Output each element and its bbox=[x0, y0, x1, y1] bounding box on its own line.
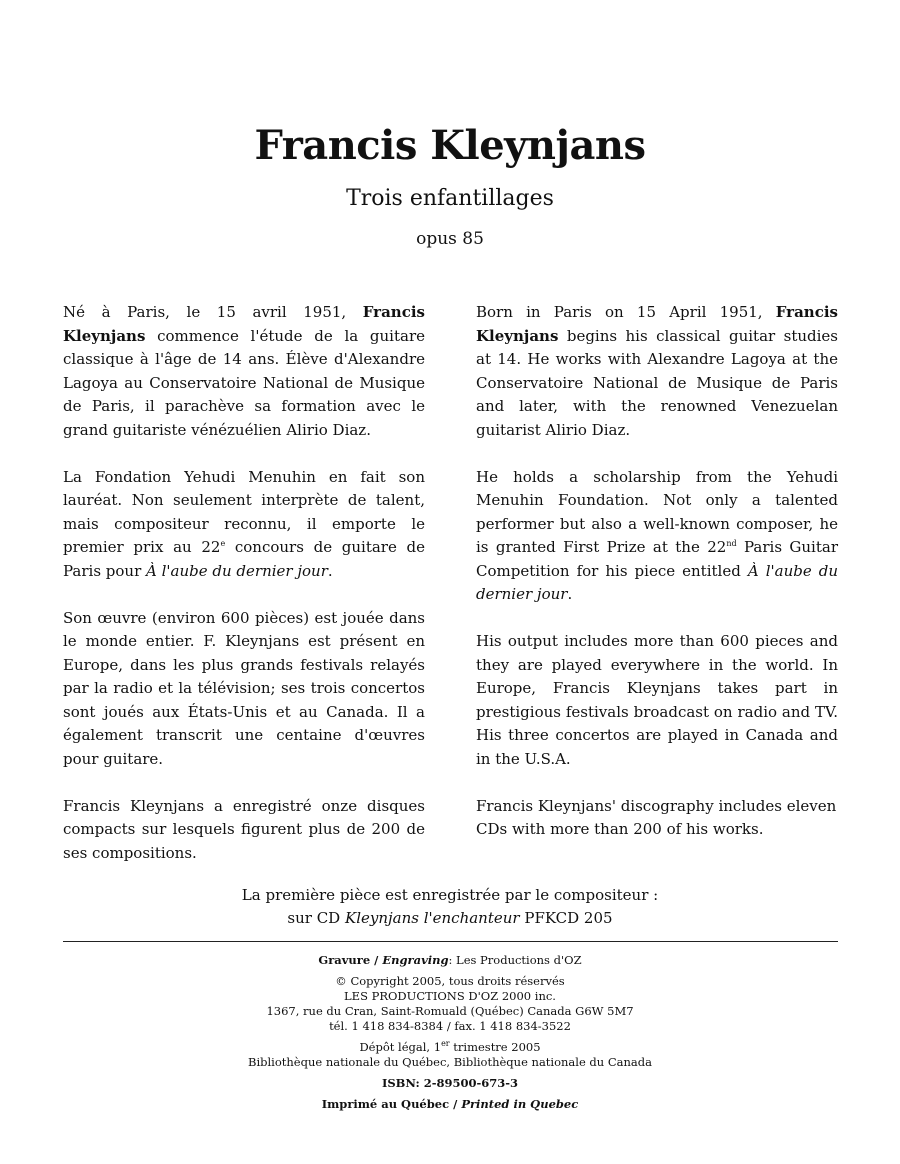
text: PFKCD 205 bbox=[519, 909, 613, 927]
recording-note-line-2 bbox=[0, 907, 900, 930]
text: Né à Paris, le 15 avril 1951, bbox=[63, 303, 363, 321]
recording-note-line-1: La première pièce est enregistrée par le compositeur : bbox=[241, 886, 659, 904]
composer-name-bold: Francis Kleynjans bbox=[63, 303, 425, 345]
text: La Fondation Yehudi Menuhin en fait son lauréat. Non seulement interprète de talent, mais compositeur reconnu, il emporte le premier prix au 22 bbox=[63, 467, 425, 556]
english-paragraph-4: Francis Kleynjans' discography includes eleven CDs with more than 200 of his works. bbox=[476, 796, 837, 838]
text: trimestre 2005 bbox=[449, 1040, 541, 1054]
publisher-name: LES PRODUCTIONS D'OZ 2000 inc. bbox=[344, 989, 556, 1003]
text: . bbox=[327, 561, 333, 580]
text: He holds a scholarship from the Yehudi Menuhin Foundation. Not only a talented performer but also a well-known composer, he is granted First Prize at the 22 bbox=[476, 467, 838, 556]
work-title: Trois enfantillages bbox=[346, 186, 554, 211]
french-paragraph-1 bbox=[63, 301, 425, 442]
publication-credits bbox=[0, 953, 900, 1112]
separator: / bbox=[449, 1097, 462, 1111]
engraving-label-fr: Gravure bbox=[318, 953, 371, 967]
libraries-line: Bibliothèque nationale du Québec, Bibliothèque nationale du Canada bbox=[248, 1055, 652, 1069]
english-paragraph-1 bbox=[476, 301, 838, 442]
english-biography bbox=[476, 301, 838, 865]
text: Paris Guitar Competition for his piece entitled bbox=[476, 538, 838, 580]
french-biography bbox=[63, 301, 425, 889]
french-paragraph-4: Francis Kleynjans a enregistré onze disques compacts sur lesquels figurent plus de 200 de ses compositions. bbox=[63, 796, 425, 862]
piece-title: À l'aube du dernier jour bbox=[146, 561, 328, 580]
engraving-credit bbox=[0, 953, 900, 968]
engraving-label-en: Engraving bbox=[382, 953, 449, 967]
printed-en: Printed in Quebec bbox=[461, 1097, 579, 1111]
text: sur CD bbox=[287, 909, 345, 927]
composer-name-bold: Francis Kleynjans bbox=[476, 303, 838, 345]
english-paragraph-2 bbox=[476, 466, 838, 607]
ordinal-suffix: nd bbox=[726, 539, 737, 548]
horizontal-divider bbox=[63, 941, 838, 942]
separator: / bbox=[370, 953, 383, 967]
printed-in bbox=[0, 1097, 900, 1112]
text: begins his classical guitar studies at 14. He works with Alexandre Lagoya at the Conservatoire National de Musique de Paris and later, with the renowned Venezuelan guitarist Alirio Diaz. bbox=[476, 326, 838, 439]
piece-title: À l'aube du dernier jour bbox=[476, 561, 839, 603]
text: Born in Paris on 15 April 1951, bbox=[476, 303, 776, 321]
english-paragraph-3: His output includes more than 600 pieces and they are played everywhere in the world. In Europe, Francis Kleynjans takes part in prestigious festivals broadcast on radio and TV. His three concertos are played in Canada and in the U.S.A. bbox=[476, 632, 838, 768]
ordinal-suffix: er bbox=[441, 1039, 450, 1049]
legal-deposit bbox=[0, 1040, 900, 1055]
french-paragraph-3: Son œuvre (environ 600 pièces) est jouée dans le monde entier. F. Kleynjans est présent en Europe, dans les plus grands festivals relayés par la radio et la télévision; ses trois concertos sont joués aux États-Unis et au Canada. Il a également transcrit une centaine d'œuvres pour guitare. bbox=[63, 608, 425, 768]
text: Dépôt légal, 1 bbox=[359, 1040, 442, 1054]
publisher-address: 1367, rue du Cran, Saint-Romuald (Québec) Canada G6W 5M7 bbox=[266, 1004, 634, 1018]
ordinal-suffix: e bbox=[220, 539, 226, 548]
isbn bbox=[0, 1076, 900, 1091]
engraving-value: : Les Productions d'OZ bbox=[448, 953, 582, 967]
opus-number: opus 85 bbox=[416, 229, 484, 249]
text: . bbox=[567, 585, 573, 603]
cd-title: Kleynjans l'enchanteur bbox=[344, 909, 520, 927]
isbn-text: ISBN: 2-89500-673-3 bbox=[381, 1076, 519, 1090]
text: concours de guitare de Paris pour bbox=[63, 538, 425, 580]
composer-name: Francis Kleynjans bbox=[254, 122, 646, 169]
printed-fr: Imprimé au Québec bbox=[321, 1097, 450, 1111]
text: commence l'étude de la guitare classique à l'âge de 14 ans. Élève d'Alexandre Lagoya au Conservatoire National de Musique de Paris, il parachève sa formation avec le grand guitariste vénézuélien Alirio Diaz. bbox=[63, 326, 425, 439]
copyright-line: © Copyright 2005, tous droits réservés bbox=[335, 974, 565, 988]
recording-note bbox=[0, 884, 900, 930]
publisher-phone: tél. 1 418 834-8384 / fax. 1 418 834-3522 bbox=[329, 1019, 571, 1033]
french-paragraph-2 bbox=[63, 466, 425, 584]
